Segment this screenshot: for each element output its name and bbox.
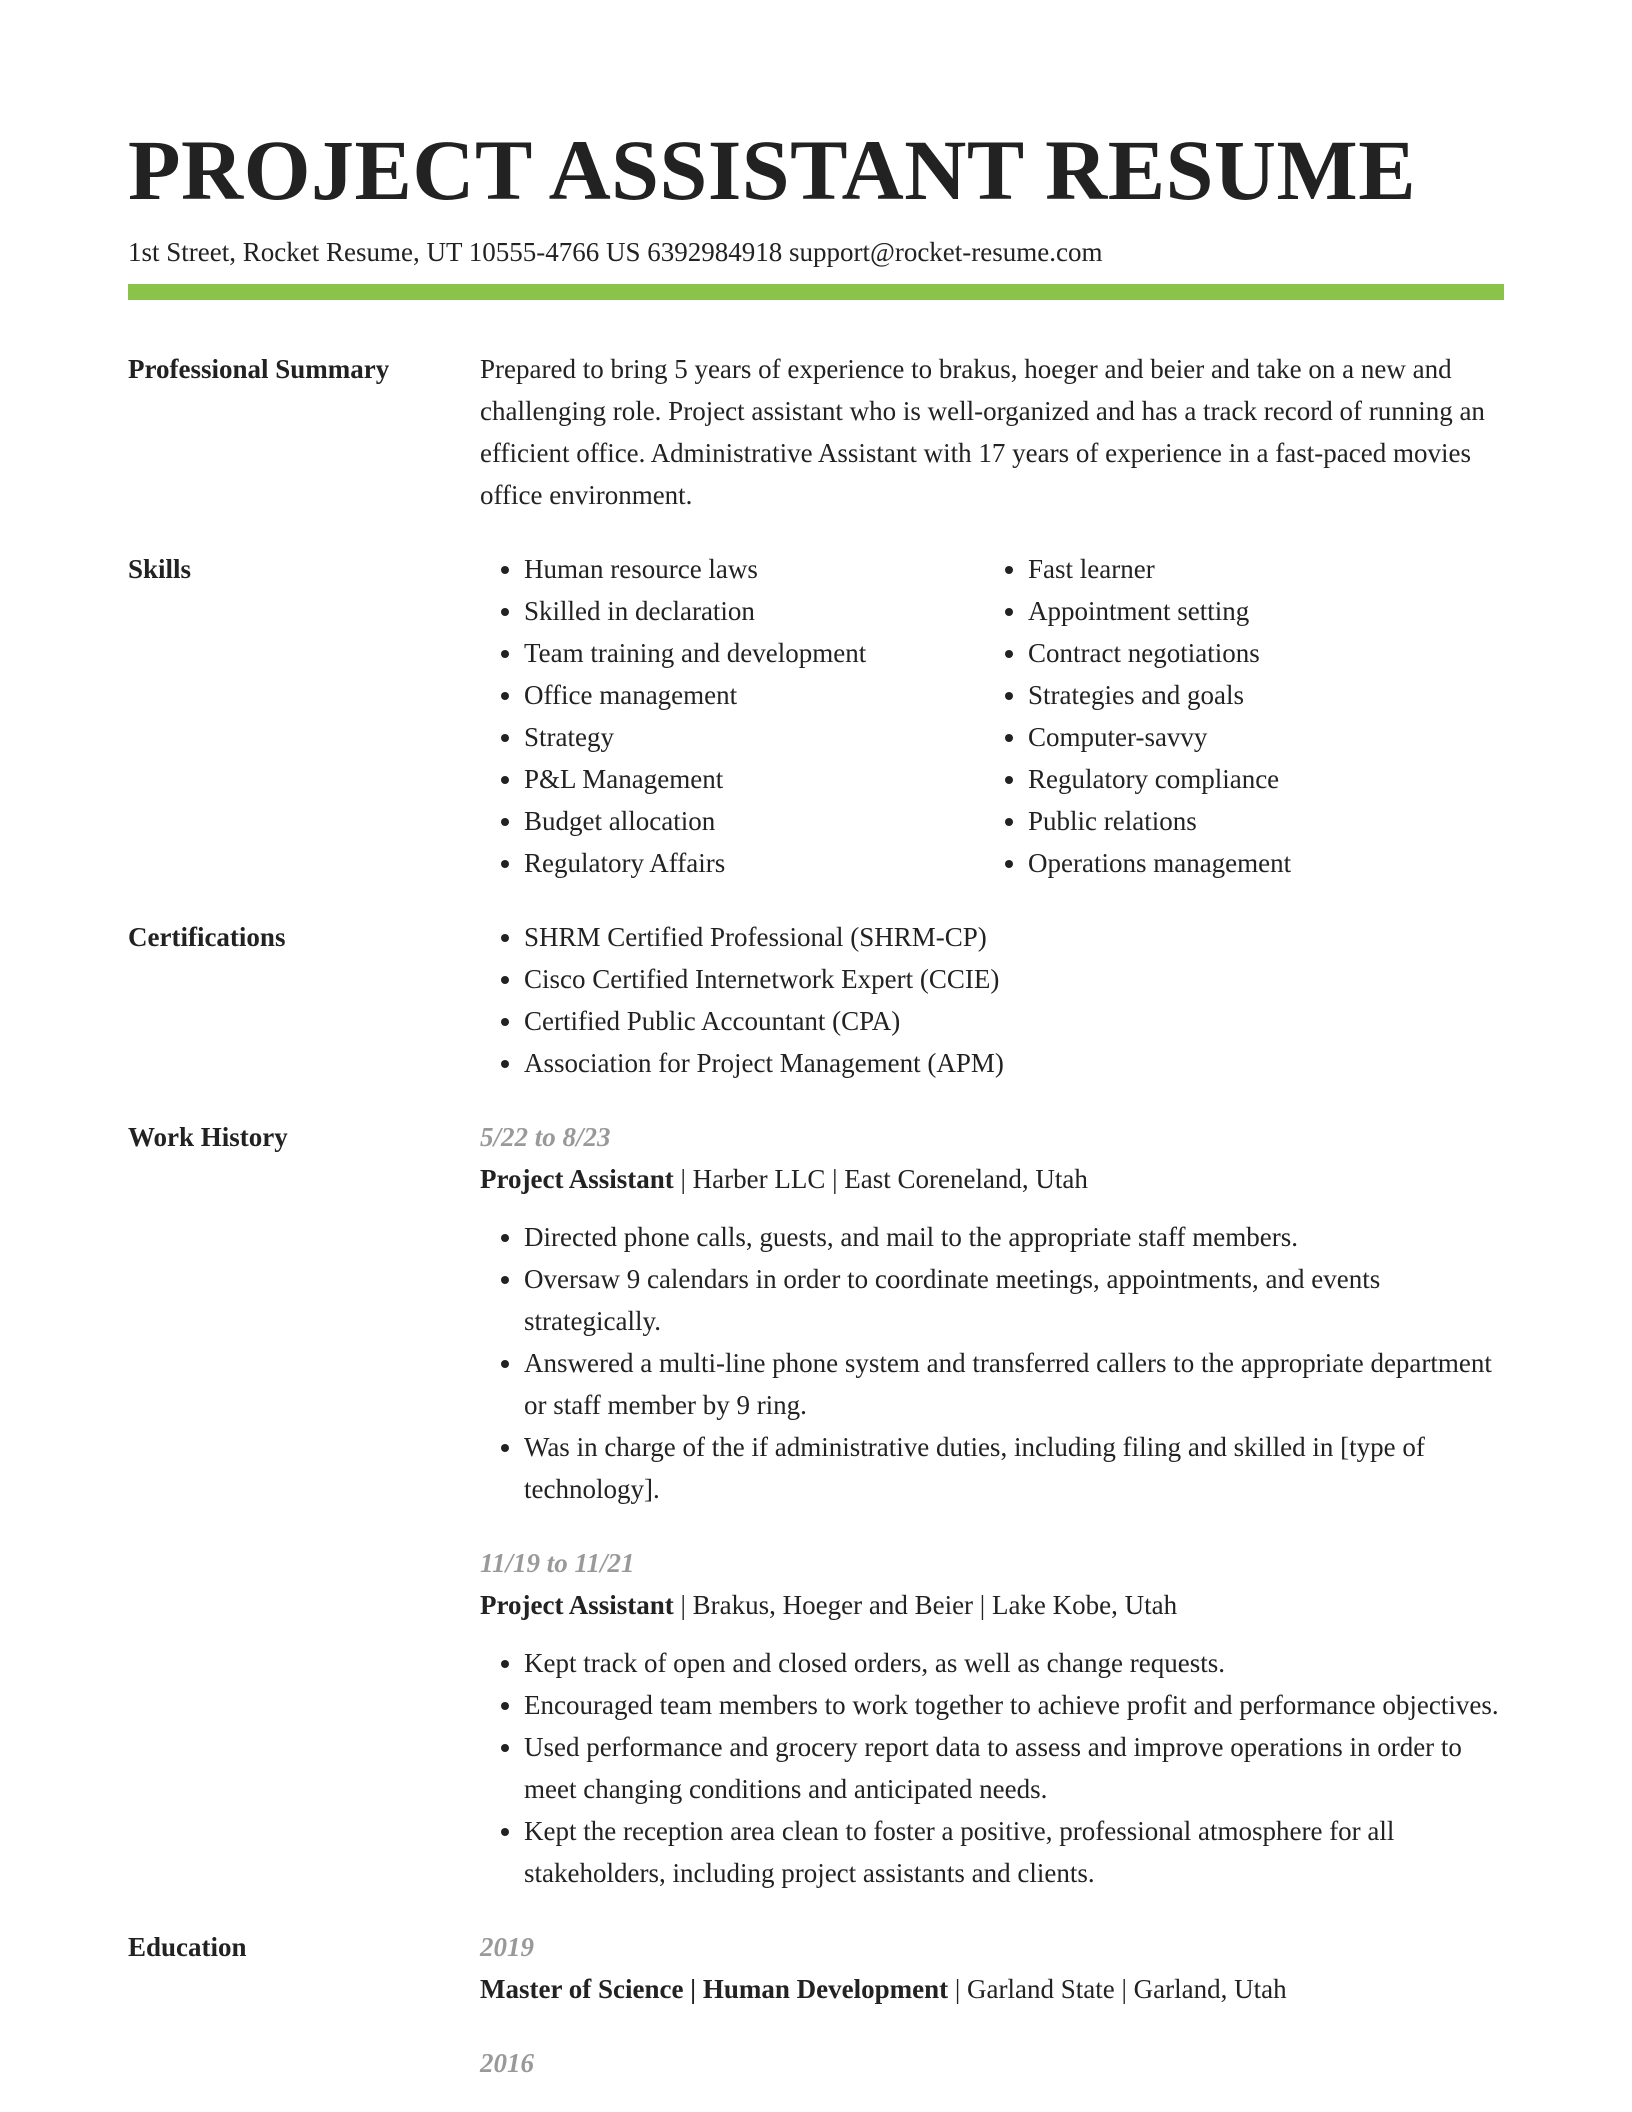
contact-line: 1st Street, Rocket Resume, UT 10555-4766 US 6392984918 support@rocket-resume.com: [128, 237, 1103, 267]
skill-item: • Regulatory Affairs: [524, 842, 984, 884]
skill-item: • Computer-savvy: [1028, 716, 1488, 758]
summary-label: Professional Summary: [128, 354, 390, 384]
job-details: | Brakus, Hoeger and Beier | Lake Kobe, Utah: [673, 1590, 1178, 1620]
job-title: Project Assistant: [480, 1164, 674, 1194]
education-section: [128, 1926, 1504, 2084]
education-label: Education: [128, 1932, 247, 1962]
skills-label: Skills: [128, 554, 192, 584]
skill-item: • P&L Management: [524, 758, 984, 800]
job-bullet: • Encouraged team members to work together to achieve profit and performance objectives.: [524, 1684, 1504, 1726]
skill-item: • Contract negotiations: [1028, 632, 1488, 674]
skill-item: • Appointment setting: [1028, 590, 1488, 632]
education-heading: [480, 1968, 1504, 2010]
summary-text: Prepared to bring 5 years of experience to brakus, hoeger and beier and take on a new and challenging role. Project assistant who is well-organized and has a track record of running an efficient office. Administrative Assistant with 17 years of experience in a fast-paced movies office environment.: [480, 354, 1485, 510]
certification-item: • Certified Public Accountant (CPA): [524, 1000, 1504, 1042]
skill-item: • Fast learner: [1028, 548, 1488, 590]
job-details: | Harber LLC | East Coreneland, Utah: [673, 1164, 1088, 1194]
job-bullets: [480, 1642, 1504, 1894]
education-details: | Garland State | Garland, Utah: [948, 1974, 1287, 2004]
work-history-label: Work History: [128, 1122, 288, 1152]
job-bullet: • Was in charge of the if administrative duties, including filing and skilled in [type of technology].: [524, 1426, 1504, 1510]
job-entry: [480, 1116, 1504, 1510]
skill-item: • Skilled in declaration: [524, 590, 984, 632]
education-entry: [480, 1926, 1504, 2010]
skills-list-left: [480, 548, 984, 884]
job-bullet: • Oversaw 9 calendars in order to coordinate meetings, appointments, and events strategically.: [524, 1258, 1504, 1342]
job-entry: [480, 1542, 1504, 1894]
job-bullet: • Kept the reception area clean to foster a positive, professional atmosphere for all stakeholders, including project assistants and clients.: [524, 1810, 1504, 1894]
skill-item: • Team training and development: [524, 632, 984, 674]
resume-page: [128, 118, 1504, 2084]
skill-item: • Strategy: [524, 716, 984, 758]
certification-item: • SHRM Certified Professional (SHRM-CP): [524, 916, 1504, 958]
job-bullet: • Kept track of open and closed orders, as well as change requests.: [524, 1642, 1504, 1684]
job-bullet: • Used performance and grocery report data to assess and improve operations in order to meet changing conditions and anticipated needs.: [524, 1726, 1504, 1810]
skill-item: • Public relations: [1028, 800, 1488, 842]
certifications-list: [480, 916, 1504, 1084]
education-year: 2016: [480, 2048, 534, 2078]
certifications-section: [128, 916, 1504, 1084]
job-bullets: [480, 1216, 1504, 1510]
skill-item: • Operations management: [1028, 842, 1488, 884]
skill-item: • Strategies and goals: [1028, 674, 1488, 716]
job-title: Project Assistant: [480, 1590, 674, 1620]
accent-divider: [128, 284, 1504, 300]
education-year: 2019: [480, 1932, 534, 1962]
certifications-label: Certifications: [128, 922, 286, 952]
job-dates: 11/19 to 11/21: [480, 1548, 635, 1578]
skill-item: • Human resource laws: [524, 548, 984, 590]
job-dates: 5/22 to 8/23: [480, 1122, 611, 1152]
resume-title: PROJECT ASSISTANT RESUME: [128, 122, 1417, 218]
skill-item: • Regulatory compliance: [1028, 758, 1488, 800]
summary-section: [128, 348, 1504, 516]
job-heading: [480, 1584, 1504, 1626]
education-entry: [480, 2042, 1504, 2084]
skills-list-right: [984, 548, 1488, 884]
work-history-section: [128, 1116, 1504, 1894]
job-bullet: • Answered a multi-line phone system and transferred callers to the appropriate department or staff member by 9 ring.: [524, 1342, 1504, 1426]
job-bullet: • Directed phone calls, guests, and mail to the appropriate staff members.: [524, 1216, 1504, 1258]
skill-item: • Office management: [524, 674, 984, 716]
certification-item: • Association for Project Management (APM): [524, 1042, 1504, 1084]
education-degree: Master of Science | Human Development: [480, 1974, 949, 2004]
skills-section: [128, 548, 1504, 884]
certification-item: • Cisco Certified Internetwork Expert (CCIE): [524, 958, 1504, 1000]
skill-item: • Budget allocation: [524, 800, 984, 842]
job-heading: [480, 1158, 1504, 1200]
